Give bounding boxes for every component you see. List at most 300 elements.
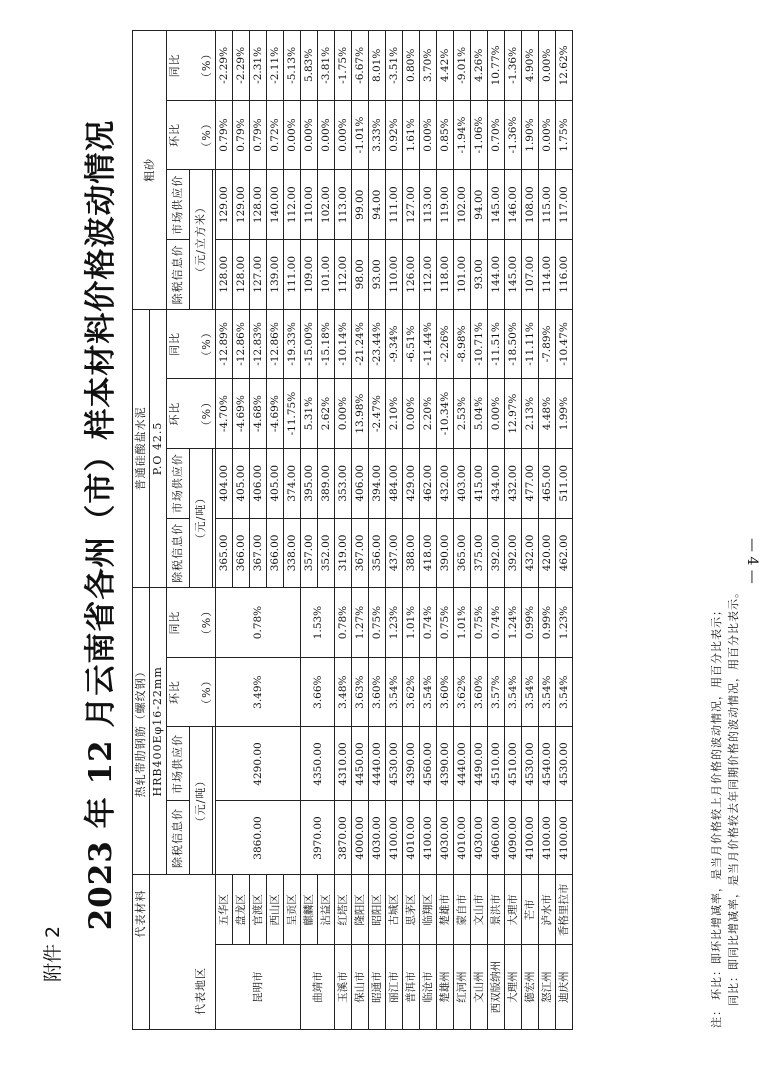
sand-mom-cell: 0.00% [420, 100, 437, 170]
sand-yoy-cell: 4.26% [471, 31, 488, 101]
city-cell: 保山市 [352, 945, 369, 1030]
steel-mkt-cell: 4490.00 [471, 727, 488, 801]
cement-yoy-cell: -11.11% [522, 309, 539, 379]
note-mom: 环比：即环比增减率，是当月价格较上月价格的波动情况，用百分比表示； [710, 604, 723, 1000]
cement-tax-cell: 392.00 [488, 518, 505, 588]
cement-mkt-cell: 404.00 [216, 448, 233, 518]
sand-mkt-cell: 94.00 [369, 170, 386, 240]
sand-mom-cell: 0.00% [335, 100, 352, 170]
sand-mkt-cell: 99.00 [352, 170, 369, 240]
sand-mkt-cell: 94.00 [471, 170, 488, 240]
sand-tax-cell: 144.00 [488, 240, 505, 310]
sand-tax-cell: 112.00 [420, 240, 437, 310]
sand-yoy-cell: 12.62% [556, 31, 573, 101]
district-cell: 香格里拉市 [556, 875, 573, 945]
cement-name-header: 普通硅酸盐水泥 [133, 309, 150, 588]
city-cell: 文山州 [471, 945, 488, 1030]
steel-mkt-cell: 4440.00 [369, 727, 386, 801]
cement-yoy-cell: -11.44% [420, 309, 437, 379]
sand-tax-cell: 114.00 [539, 240, 556, 310]
steel-tax-cell: 4100.00 [386, 801, 403, 875]
cement-mom-cell: 0.00% [488, 379, 505, 449]
district-cell: 古城区 [386, 875, 403, 945]
sand-mkt-cell: 102.00 [454, 170, 471, 240]
sand-market-header: 市场供应价 [167, 170, 190, 240]
note-line-2 [725, 28, 742, 1028]
cement-tax-cell: 367.00 [250, 518, 267, 588]
cement-mkt-cell: 432.00 [437, 448, 454, 518]
table-row [216, 31, 233, 1030]
district-cell: 沾益区 [318, 875, 335, 945]
cement-tax-cell: 437.00 [386, 518, 403, 588]
sand-tax-cell: 128.00 [233, 240, 250, 310]
steel-mom-cell: 3.54% [522, 657, 539, 727]
cement-yoy-cell: -23.44% [369, 309, 386, 379]
sand-yoy-cell: -1.36% [505, 31, 522, 101]
cement-yoy-cell: -15.18% [318, 309, 335, 379]
steel-yoy-cell: 0.75% [437, 588, 454, 658]
cement-mom-cell: 1.99% [556, 379, 573, 449]
steel-yoy-cell: 0.74% [420, 588, 437, 658]
steel-tax-cell: 4090.00 [505, 801, 522, 875]
steel-mkt-cell: 4390.00 [403, 727, 420, 801]
sand-yoy-cell: 4.42% [437, 31, 454, 101]
steel-tax-cell: 4100.00 [539, 801, 556, 875]
sand-mkt-cell: 108.00 [522, 170, 539, 240]
cement-mkt-cell: 462.00 [420, 448, 437, 518]
sand-tax-cell: 98.00 [352, 240, 369, 310]
cement-mkt-cell: 484.00 [386, 448, 403, 518]
cement-mkt-cell: 395.00 [301, 448, 318, 518]
steel-yoy-cell: 0.78% [216, 588, 301, 658]
district-cell: 隆阳区 [352, 875, 369, 945]
cement-mom-cell: 0.00% [335, 379, 352, 449]
sand-mkt-cell: 145.00 [488, 170, 505, 240]
district-cell: 红塔区 [335, 875, 352, 945]
sand-mkt-cell: 111.00 [386, 170, 403, 240]
sand-yoy-cell: -3.51% [386, 31, 403, 101]
cement-tax-cell: 357.00 [301, 518, 318, 588]
steel-mom-cell: 3.57% [488, 657, 505, 727]
note-line-1 [708, 28, 725, 1028]
sand-mom-cell: 0.00% [284, 100, 301, 170]
cement-mkt-cell: 511.00 [556, 448, 573, 518]
steel-mom-cell: 3.60% [369, 657, 386, 727]
table-row [471, 31, 488, 1030]
cement-mkt-cell: 406.00 [250, 448, 267, 518]
sand-tax-cell: 109.00 [301, 240, 318, 310]
sand-mom-cell: -1.06% [471, 100, 488, 170]
cement-tax-cell: 462.00 [556, 518, 573, 588]
sand-yoy-pct: （%） [200, 47, 213, 84]
city-cell: 普洱市 [403, 945, 420, 1030]
sand-yoy-cell: -2.11% [267, 31, 284, 101]
steel-mkt-cell: 4450.00 [352, 727, 369, 801]
sand-tax-cell: 145.00 [505, 240, 522, 310]
table-row [454, 31, 471, 1030]
table-row [403, 31, 420, 1030]
city-cell: 迪庆州 [556, 945, 573, 1030]
cement-market-header: 市场供应价 [167, 448, 190, 518]
sand-mom-cell: -1.94% [454, 100, 471, 170]
sand-yoy-cell: -2.31% [250, 31, 267, 101]
steel-tax-cell: 4010.00 [454, 801, 471, 875]
cement-mom-cell: -2.47% [369, 379, 386, 449]
cement-tax-cell: 388.00 [403, 518, 420, 588]
city-cell: 德宏州 [522, 945, 539, 1030]
cement-mkt-cell: 429.00 [403, 448, 420, 518]
table-row [301, 31, 318, 1030]
cement-tax-cell: 432.00 [522, 518, 539, 588]
steel-yoy-cell: 1.53% [301, 588, 335, 658]
city-cell: 楚雄州 [437, 945, 454, 1030]
cement-mom-cell: 4.48% [539, 379, 556, 449]
steel-mom-pct: （%） [200, 674, 213, 710]
table-body [216, 31, 573, 1030]
cement-mkt-cell: 465.00 [539, 448, 556, 518]
sand-tax-cell: 116.00 [556, 240, 573, 310]
steel-mom-cell: 3.66% [301, 657, 335, 727]
sand-yoy-label: 同比 [168, 53, 181, 78]
steel-mkt-cell: 4510.00 [488, 727, 505, 801]
cement-tax-cell: 356.00 [369, 518, 386, 588]
steel-yoy-pct: （%） [200, 604, 213, 641]
cement-mom-cell: -10.34% [437, 379, 454, 449]
sand-unit-header: （元/立方米） [190, 170, 213, 309]
sand-tax-cell: 139.00 [267, 240, 284, 310]
sand-yoy-cell: 0.80% [403, 31, 420, 101]
sand-yoy-cell: -5.13% [284, 31, 301, 101]
sand-mom-cell: 0.79% [250, 100, 267, 170]
steel-mom-cell: 3.60% [437, 657, 454, 727]
district-cell: 呈贡区 [284, 875, 301, 945]
sand-mom-cell: 0.00% [539, 100, 556, 170]
steel-mom-label: 环比 [168, 680, 181, 705]
cement-tax-cell: 392.00 [505, 518, 522, 588]
cement-mom-cell: 12.97% [505, 379, 522, 449]
sand-tax-cell: 93.00 [369, 240, 386, 310]
steel-unit-header: （元/吨） [190, 727, 213, 875]
city-cell: 曲靖市 [301, 945, 335, 1030]
steel-mom-cell: 3.54% [539, 657, 556, 727]
sand-tax-cell: 126.00 [403, 240, 420, 310]
table-row [488, 31, 505, 1030]
cement-yoy-cell: -2.26% [437, 309, 454, 379]
cement-yoy-cell: -18.50% [505, 309, 522, 379]
sand-tax-cell: 110.00 [386, 240, 403, 310]
cement-mkt-cell: 434.00 [488, 448, 505, 518]
cement-mom-cell: 5.04% [471, 379, 488, 449]
cement-yoy-cell: -12.86% [267, 309, 284, 379]
table-row [284, 31, 301, 1030]
table-row [556, 31, 573, 1030]
city-cell: 丽江市 [386, 945, 403, 1030]
table-row [318, 31, 335, 1030]
sand-mkt-cell: 128.00 [250, 170, 267, 240]
sand-tax-cell: 107.00 [522, 240, 539, 310]
city-cell: 红河州 [454, 945, 471, 1030]
sand-mom-cell: 3.33% [369, 100, 386, 170]
steel-yoy-cell: 1.01% [454, 588, 471, 658]
sand-name-header: 粗砂 [133, 31, 167, 310]
cement-tax-cell: 352.00 [318, 518, 335, 588]
cement-tax-cell: 367.00 [352, 518, 369, 588]
cement-yoy-cell: -12.89% [216, 309, 233, 379]
steel-mkt-cell: 4560.00 [420, 727, 437, 801]
district-cell: 景洪市 [488, 875, 505, 945]
steel-tax-cell: 3970.00 [301, 801, 335, 875]
cement-yoy-pct: （%） [200, 326, 213, 362]
steel-yoy-cell: 0.78% [335, 588, 352, 658]
district-cell: 楚雄市 [437, 875, 454, 945]
sand-mkt-cell: 117.00 [556, 170, 573, 240]
cement-mom-cell: -4.69% [233, 379, 250, 449]
table-row [233, 31, 250, 1030]
steel-mom-cell: 3.49% [216, 657, 301, 727]
steel-mkt-cell: 4390.00 [437, 727, 454, 801]
cement-unit-header: （元/吨） [190, 448, 213, 587]
page-title: 2023 年 12 月云南省各州（市）样本材料价格波动情况 [83, 119, 119, 931]
sand-yoy-cell: -6.67% [352, 31, 369, 101]
district-cell: 泸水市 [539, 875, 556, 945]
sand-mkt-cell: 110.00 [301, 170, 318, 240]
cement-mom-label: 环比 [168, 401, 181, 426]
sand-tax-cell: 101.00 [454, 240, 471, 310]
district-cell: 芒市 [522, 875, 539, 945]
cement-mom-cell: 2.13% [522, 379, 539, 449]
cement-yoy-cell: -6.51% [403, 309, 420, 379]
cement-mkt-cell: 405.00 [233, 448, 250, 518]
cement-mkt-cell: 406.00 [352, 448, 369, 518]
cement-tax-cell: 418.00 [420, 518, 437, 588]
district-cell: 文山市 [471, 875, 488, 945]
sand-mom-cell: 1.61% [403, 100, 420, 170]
steel-mom-cell: 3.54% [386, 657, 403, 727]
price-table [132, 30, 573, 1030]
cement-tax-header: 除税信息价 [167, 518, 190, 588]
steel-tax-cell: 4100.00 [420, 801, 437, 875]
cement-mom-cell: 5.31% [301, 379, 318, 449]
sand-mom-cell: -1.36% [505, 100, 522, 170]
sand-mkt-cell: 129.00 [233, 170, 250, 240]
cement-mom-cell: -11.75% [284, 379, 301, 449]
cement-mkt-cell: 403.00 [454, 448, 471, 518]
attachment-label: 附件 2 [42, 925, 64, 982]
sand-mom-header [167, 100, 216, 170]
cement-mkt-cell: 389.00 [318, 448, 335, 518]
cement-mom-cell: 2.53% [454, 379, 471, 449]
district-cell: 官渡区 [250, 875, 267, 945]
sand-yoy-cell: 4.90% [522, 31, 539, 101]
cement-yoy-cell: -19.33% [284, 309, 301, 379]
sand-tax-cell: 127.00 [250, 240, 267, 310]
city-cell: 大理州 [505, 945, 522, 1030]
cement-tax-cell: 390.00 [437, 518, 454, 588]
sand-tax-cell: 111.00 [284, 240, 301, 310]
steel-name-header: 热轧带肋钢筋（螺纹钢） [133, 588, 150, 875]
steel-mkt-cell: 4540.00 [539, 727, 556, 801]
table-row [369, 31, 386, 1030]
table-row [386, 31, 403, 1030]
steel-mom-cell: 3.54% [420, 657, 437, 727]
steel-tax-cell: 4030.00 [471, 801, 488, 875]
cement-yoy-cell: -10.47% [556, 309, 573, 379]
page-number: — 4 — [744, 538, 760, 584]
cement-tax-cell: 365.00 [216, 518, 233, 588]
steel-yoy-cell: 1.24% [505, 588, 522, 658]
cement-yoy-label: 同比 [168, 331, 181, 356]
cement-tax-cell: 366.00 [233, 518, 250, 588]
sand-tax-cell: 112.00 [335, 240, 352, 310]
sand-mkt-cell: 113.00 [335, 170, 352, 240]
sand-mom-cell: 0.79% [233, 100, 250, 170]
sand-yoy-cell: 0.00% [539, 31, 556, 101]
sand-mom-cell: 1.90% [522, 100, 539, 170]
steel-mom-header [167, 657, 216, 727]
sand-mkt-cell: 140.00 [267, 170, 284, 240]
sand-mom-cell: 0.85% [437, 100, 454, 170]
sand-mom-cell: 0.72% [267, 100, 284, 170]
sand-mom-cell: 0.70% [488, 100, 505, 170]
table-row [539, 31, 556, 1030]
cement-tax-cell: 375.00 [471, 518, 488, 588]
cement-yoy-cell: -8.98% [454, 309, 471, 379]
table-row [420, 31, 437, 1030]
cement-tax-cell: 366.00 [267, 518, 284, 588]
district-cell: 麒麟区 [301, 875, 318, 945]
cement-mom-cell: -4.69% [267, 379, 284, 449]
cement-mom-cell: -4.68% [250, 379, 267, 449]
cement-mkt-cell: 477.00 [522, 448, 539, 518]
steel-tax-header: 除税信息价 [167, 801, 190, 875]
sand-yoy-cell: -3.81% [318, 31, 335, 101]
cement-tax-cell: 338.00 [284, 518, 301, 588]
sand-yoy-cell: -2.29% [233, 31, 250, 101]
steel-tax-cell: 4100.00 [556, 801, 573, 875]
district-cell: 思茅区 [403, 875, 420, 945]
cement-yoy-cell: -21.24% [352, 309, 369, 379]
cement-mkt-cell: 394.00 [369, 448, 386, 518]
sand-mkt-cell: 119.00 [437, 170, 454, 240]
sand-mkt-cell: 113.00 [420, 170, 437, 240]
city-cell: 西双版纳州 [488, 945, 505, 1030]
city-cell: 昭通市 [369, 945, 386, 1030]
steel-mom-cell: 3.63% [352, 657, 369, 727]
cement-yoy-cell: -15.00% [301, 309, 318, 379]
cement-mom-pct: （%） [200, 395, 213, 432]
steel-tax-cell: 4000.00 [352, 801, 369, 875]
steel-mom-cell: 3.54% [505, 657, 522, 727]
steel-yoy-header [167, 588, 216, 658]
steel-yoy-cell: 0.74% [488, 588, 505, 658]
steel-spec-header: HRB400Eφ16-22mm [150, 588, 167, 875]
sand-yoy-header [167, 31, 216, 101]
sand-tax-cell: 93.00 [471, 240, 488, 310]
steel-tax-cell: 4100.00 [522, 801, 539, 875]
cement-mkt-cell: 432.00 [505, 448, 522, 518]
sand-mom-cell: -1.01% [352, 100, 369, 170]
district-cell: 蒙自市 [454, 875, 471, 945]
table-row [352, 31, 369, 1030]
cement-tax-cell: 420.00 [539, 518, 556, 588]
region-header: 代表地区 [150, 875, 216, 1030]
cement-yoy-cell: -12.86% [233, 309, 250, 379]
table-row [505, 31, 522, 1030]
steel-mkt-cell: 4310.00 [335, 727, 352, 801]
sand-yoy-cell: -1.75% [335, 31, 352, 101]
sand-yoy-cell: -2.29% [216, 31, 233, 101]
sand-yoy-cell: 3.70% [420, 31, 437, 101]
note-yoy: 同比：即同比增减率，是当月价格较去年同期价格的波动情况，用百分比表示。 [727, 586, 740, 1006]
sand-mkt-cell: 115.00 [539, 170, 556, 240]
steel-mkt-cell: 4530.00 [386, 727, 403, 801]
steel-tax-cell: 4010.00 [403, 801, 420, 875]
sand-tax-cell: 128.00 [216, 240, 233, 310]
table-row [437, 31, 454, 1030]
sand-mom-cell: 0.00% [301, 100, 318, 170]
steel-yoy-cell: 0.75% [369, 588, 386, 658]
steel-yoy-cell: 0.99% [539, 588, 556, 658]
steel-mkt-cell: 4530.00 [522, 727, 539, 801]
sand-mom-cell: 0.00% [318, 100, 335, 170]
cement-mom-cell: 2.62% [318, 379, 335, 449]
sand-mom-label: 环比 [168, 123, 181, 148]
steel-tax-cell: 3870.00 [335, 801, 352, 875]
cement-mom-cell: -4.70% [216, 379, 233, 449]
sand-mkt-cell: 102.00 [318, 170, 335, 240]
district-cell: 大理市 [505, 875, 522, 945]
steel-tax-cell: 4030.00 [369, 801, 386, 875]
cement-yoy-cell: -9.34% [386, 309, 403, 379]
sand-yoy-cell: -9.01% [454, 31, 471, 101]
sand-mom-cell: 0.79% [216, 100, 233, 170]
cement-mkt-cell: 374.00 [284, 448, 301, 518]
steel-mkt-cell: 4440.00 [454, 727, 471, 801]
cement-mkt-cell: 415.00 [471, 448, 488, 518]
steel-yoy-cell: 0.99% [522, 588, 539, 658]
table-row [250, 31, 267, 1030]
city-cell: 昆明市 [216, 945, 301, 1030]
city-cell: 玉溪市 [335, 945, 352, 1030]
sand-tax-cell: 118.00 [437, 240, 454, 310]
cement-mkt-cell: 353.00 [335, 448, 352, 518]
district-cell: 昭阳区 [369, 875, 386, 945]
cement-yoy-cell: -10.14% [335, 309, 352, 379]
note-label: 注： [710, 1004, 723, 1028]
steel-mom-cell: 3.54% [556, 657, 573, 727]
cement-yoy-cell: -7.89% [539, 309, 556, 379]
cement-mom-header [167, 379, 216, 449]
district-cell: 西山区 [267, 875, 284, 945]
district-cell: 临翔区 [420, 875, 437, 945]
sand-yoy-cell: 10.77% [488, 31, 505, 101]
cement-tax-cell: 319.00 [335, 518, 352, 588]
steel-yoy-cell: 1.23% [556, 588, 573, 658]
sand-yoy-cell: 5.83% [301, 31, 318, 101]
steel-yoy-cell: 1.23% [386, 588, 403, 658]
steel-mkt-cell: 4510.00 [505, 727, 522, 801]
steel-mkt-cell: 4530.00 [556, 727, 573, 801]
sand-mom-cell: 1.75% [556, 100, 573, 170]
steel-market-cell: 4290.00 [216, 727, 301, 801]
steel-tax-cell: 4030.00 [437, 801, 454, 875]
sand-mkt-cell: 112.00 [284, 170, 301, 240]
sand-mkt-cell: 129.00 [216, 170, 233, 240]
district-cell: 盘龙区 [233, 875, 250, 945]
steel-mom-cell: 3.48% [335, 657, 352, 727]
sand-mkt-cell: 127.00 [403, 170, 420, 240]
steel-yoy-label: 同比 [168, 610, 181, 635]
